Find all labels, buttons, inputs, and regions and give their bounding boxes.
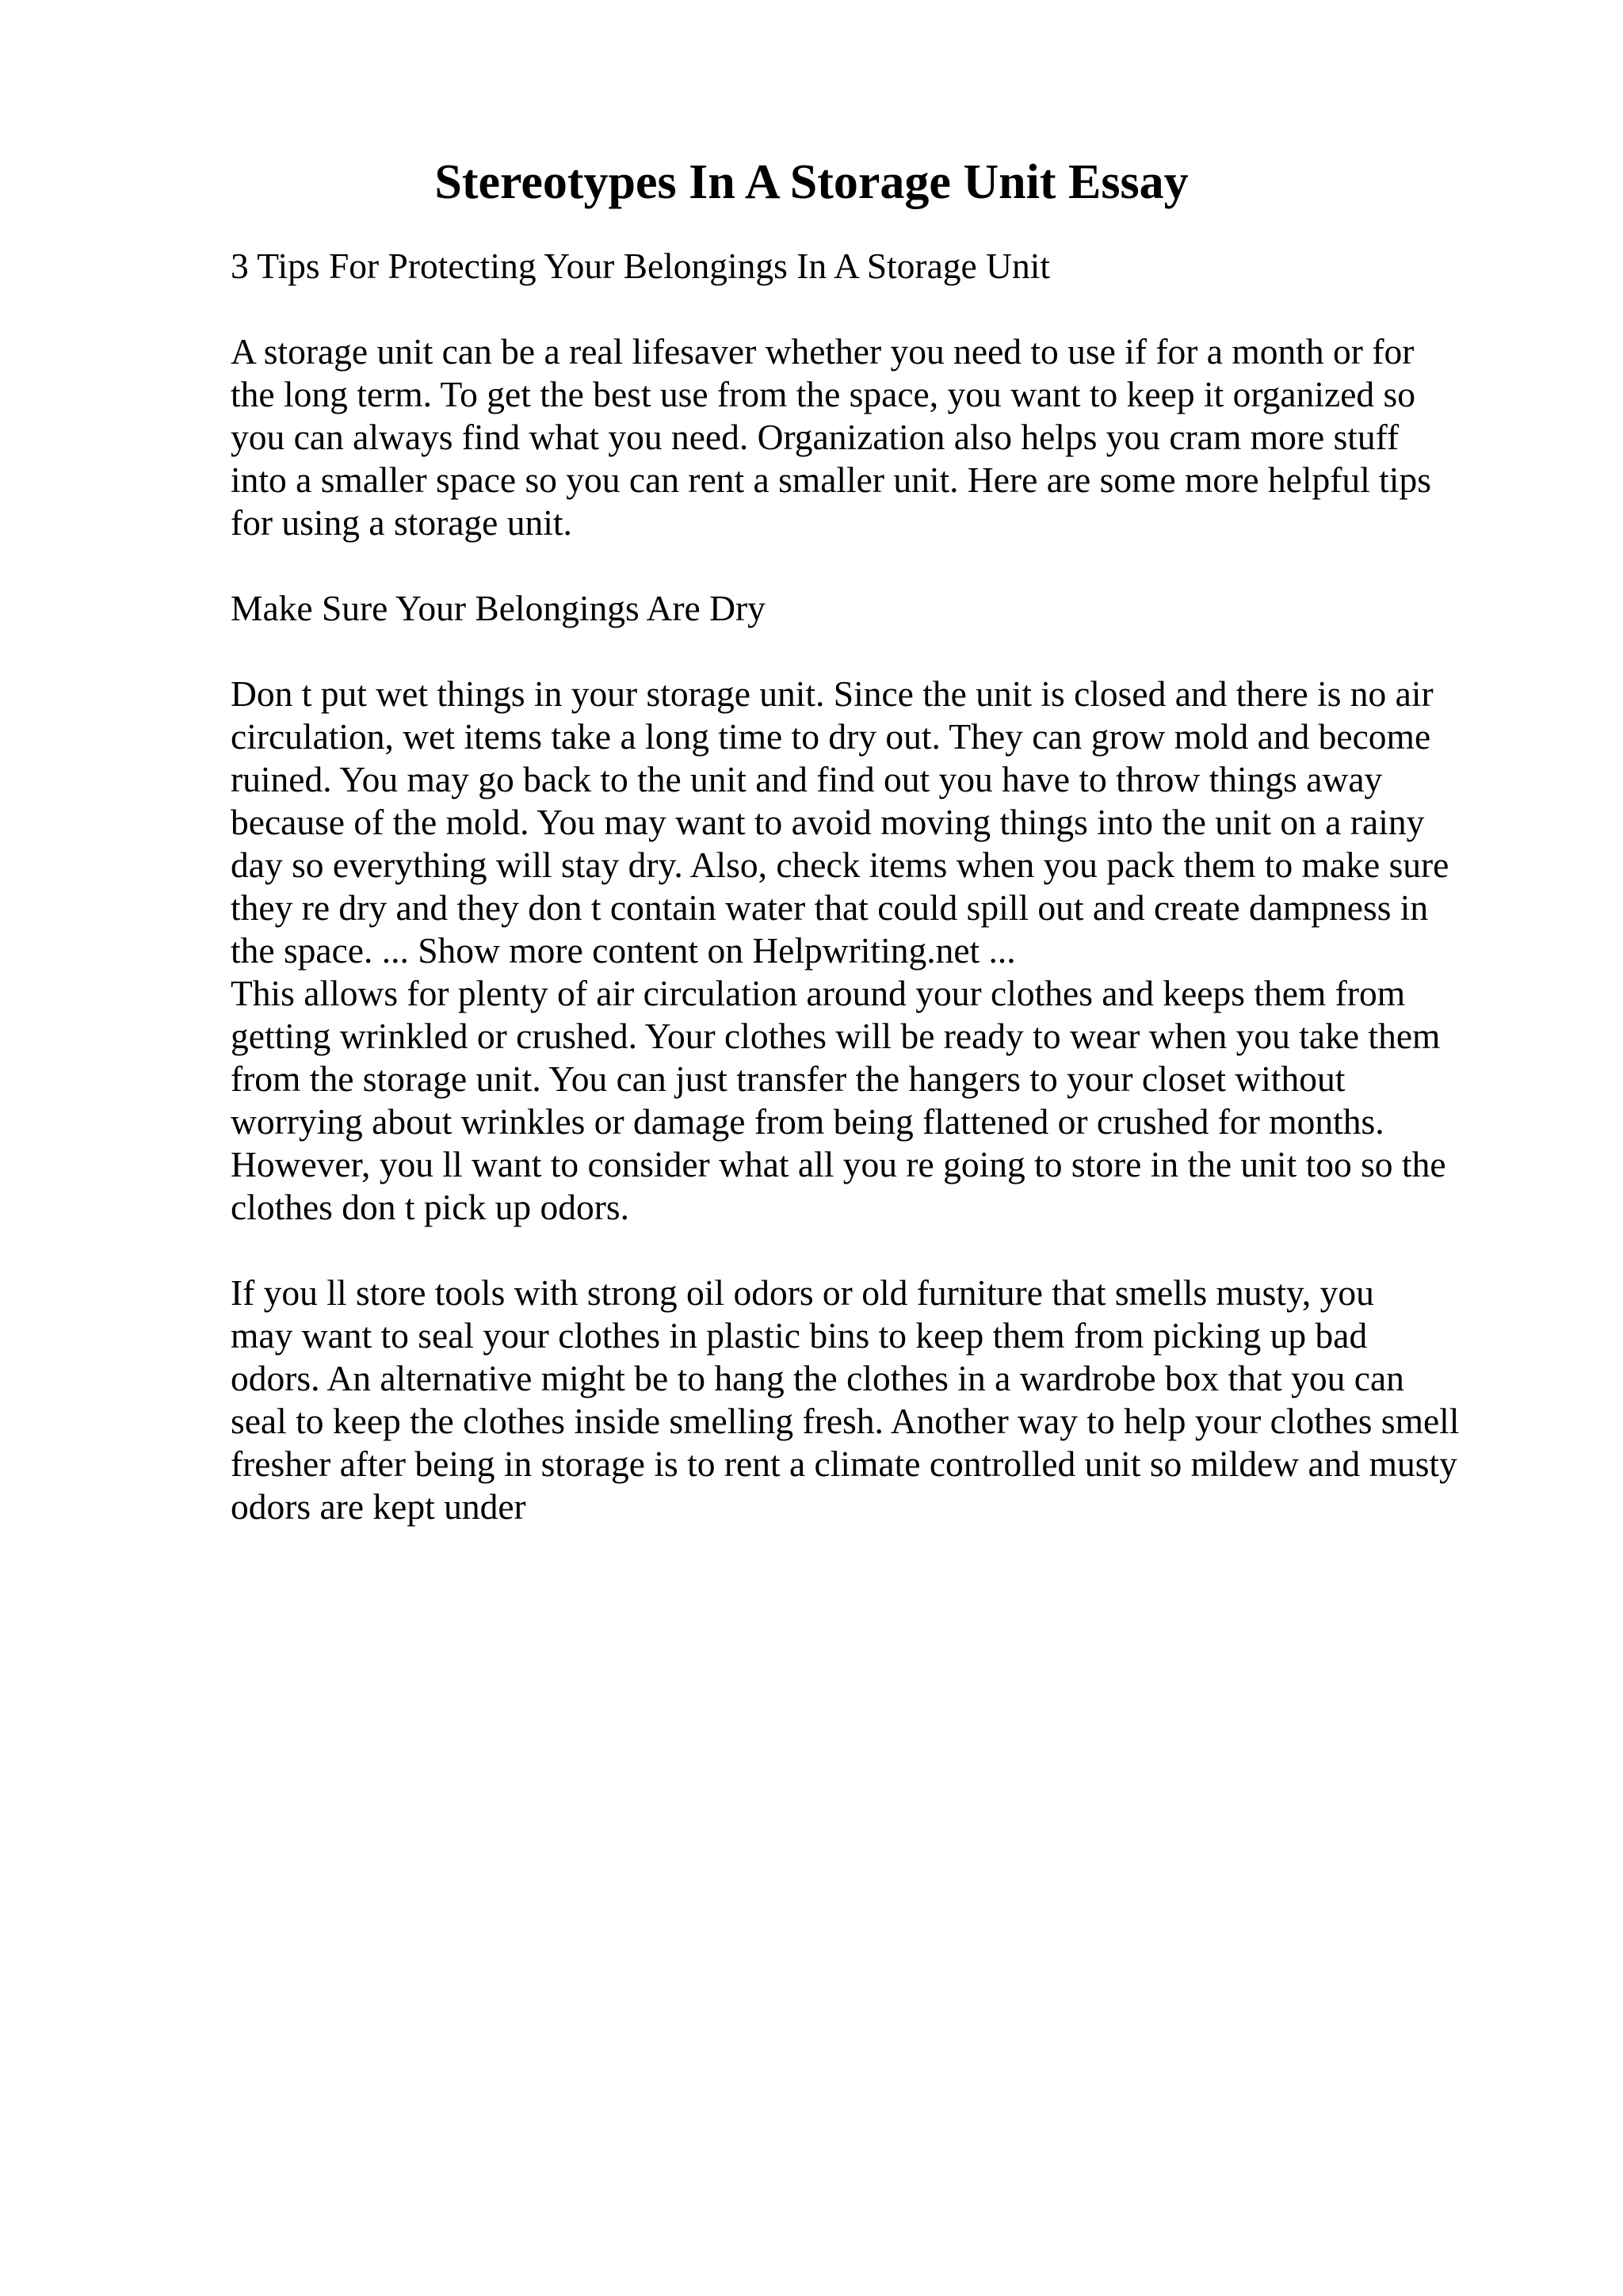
paragraph-gap xyxy=(231,630,1514,673)
paragraph-intro: A storage unit can be a real lifesaver whether you need to use if for a month or for the long term. To get the best use from the space, you want to keep it organized so you can always find what you need. Organization also helps you cram more stuff into a smaller space so you can rent a smaller unit. Here are some more helpful tips for using a storage unit. xyxy=(231,331,1431,543)
paragraph-gap xyxy=(231,288,1514,330)
paragraph-gap xyxy=(231,544,1514,587)
section-heading-dry: Make Sure Your Belongings Are Dry xyxy=(231,588,766,628)
paragraph-odors: If you ll store tools with strong oil odors or old furniture that smells musty, you may want to seal your clothes in plastic bins to keep them from picking up bad odors. An alternative might be to hang the clothes in a wardrobe box that you can seal to keep the clothes inside smelling fresh. Another way to help your clothes smell fresher after being in storage is to rent a climate controlled unit so mildew and musty odors are kept under xyxy=(231,1272,1460,1527)
paragraph-wet-things: Don t put wet things in your storage unit. Since the unit is closed and there is no air circulation, wet items take a long time to dry out. They can grow mold and become ruined. You may go back to the unit and find out you have to throw things away because of the mold. You may want to avoid moving things into the unit on a rainy day so everything will stay dry. Also, check items when you pack them to make sure they re dry and they don t contain water that could spill out and create dampness in the space. ... Show more content on Helpwriting.net ... xyxy=(231,673,1449,971)
document-body xyxy=(231,245,1514,1528)
paragraph-air-circulation: This allows for plenty of air circulation around your clothes and keeps them from getting wrinkled or crushed. Your clothes will be ready to wear when you take them from the storage unit. You can just transfer the hangers to your closet without worrying about wrinkles or damage from being flattened or crushed for months. However, you ll want to consider what all you re going to store in the unit too so the clothes don t pick up odors. xyxy=(231,973,1446,1227)
paragraph-gap xyxy=(231,1229,1514,1272)
document-title: Stereotypes In A Storage Unit Essay xyxy=(434,155,1189,209)
section-heading-tips: 3 Tips For Protecting Your Belongings In A Storage Unit xyxy=(231,246,1050,286)
